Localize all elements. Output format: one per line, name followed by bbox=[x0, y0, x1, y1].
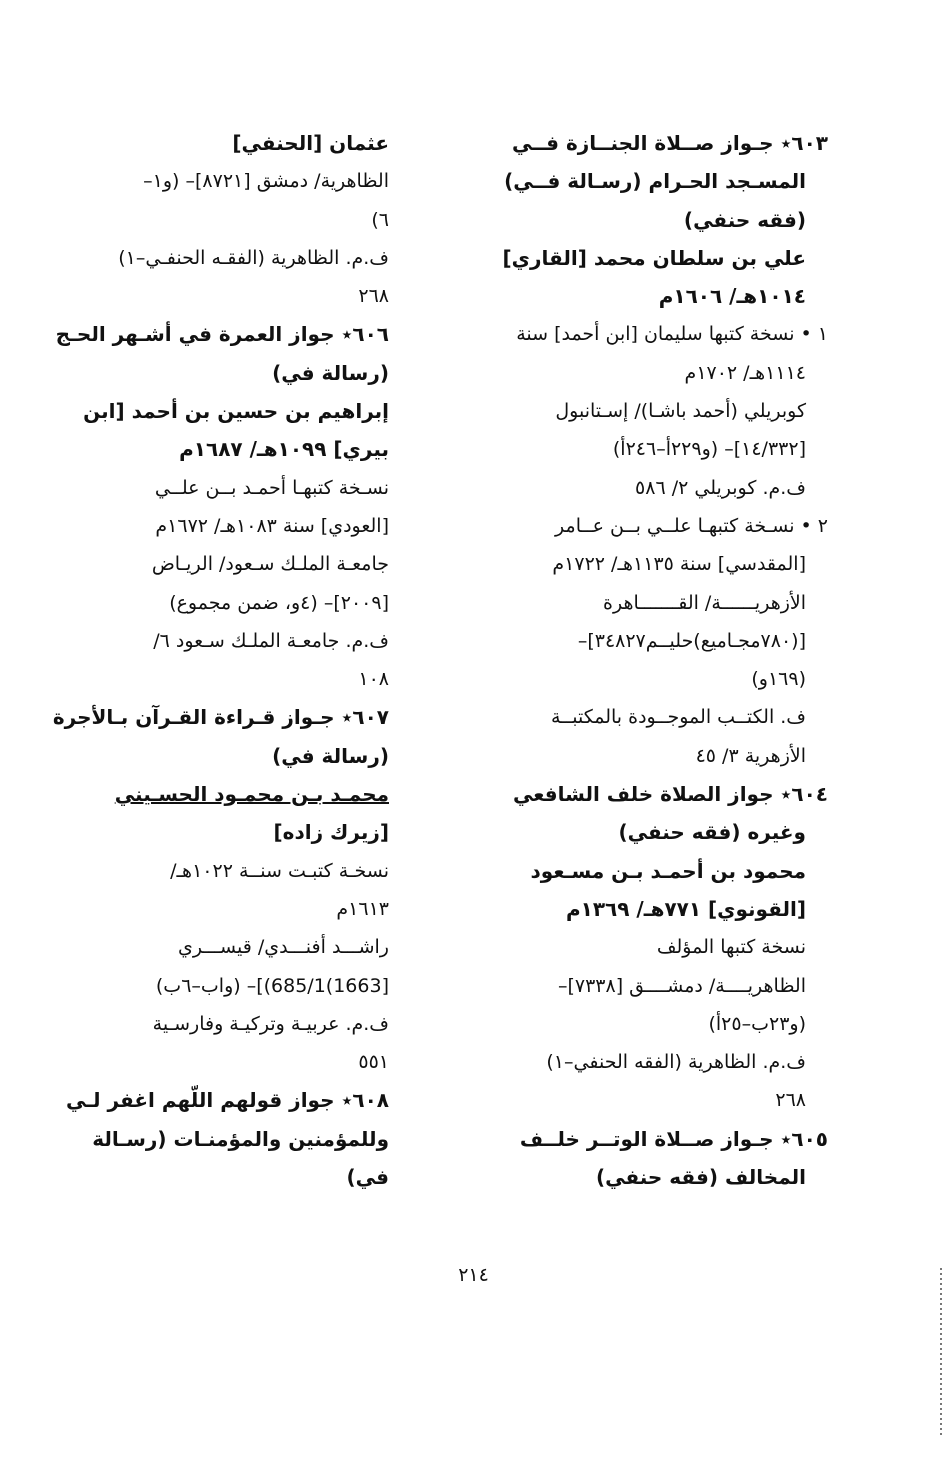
left-column-line: [1663)685/1)]– (وا‎ب–٦ب) bbox=[155, 974, 389, 997]
left-column-line: ٦٠٨٭ جواز قولهم اللّهم اغفر لـي bbox=[65, 1088, 389, 1113]
right-column-line: ف. الكتــب الموجــودة بالمكتبــة bbox=[550, 706, 806, 729]
right-column-line: ٦٠٤٭ جواز الصلاة خلف الشافعي bbox=[512, 782, 828, 807]
left-column-line: ٦٠٦٭ جواز العمرة في أشـهر الحـج bbox=[55, 322, 389, 347]
scan-edge-decoration bbox=[940, 1268, 942, 1438]
right-column-line: (و٢٣ب–٢٥أ) bbox=[708, 1012, 806, 1035]
left-column-line: (رسالة في) bbox=[272, 743, 389, 768]
left-column-line: عثمان [الحنفي] bbox=[232, 131, 389, 155]
left-column-line: إبراهيم بن حسين بن أحمد [ابن bbox=[83, 399, 389, 424]
right-column-line: (١٦٩و) bbox=[751, 668, 806, 691]
right-column-line: (فقه حنفي) bbox=[683, 207, 806, 232]
left-column-line: ٦٠٧٭ جـواز قـراءة القـرآن بـالأجرة bbox=[52, 705, 389, 730]
right-column-line: الأزهريــــــة/ القـــــــاهرة bbox=[603, 591, 806, 614]
left-column-line: بيري] ١٠٩٩هـ/ ١٦٨٧م bbox=[179, 437, 389, 462]
left-column-line: ٢٦٨ bbox=[358, 285, 389, 308]
right-column-line: ١ • نسخة كتبها سليمان [ابن أحمد] سنة bbox=[516, 323, 828, 346]
right-column-line: وغيره (فقه حنفي) bbox=[618, 820, 806, 845]
right-column-line: [القونوي] ٧٧١هـ/ ١٣٦٩م bbox=[565, 896, 806, 921]
page-number: ٢١٤ bbox=[458, 1264, 489, 1286]
left-column-line: ف.م. عربيـة وتركيـة وفارسـية bbox=[152, 1012, 389, 1035]
right-column-line: [المقدسي] سنة ١١٣٥هـ/ ١٧٢٢م bbox=[552, 553, 806, 576]
left-column-line: في) bbox=[346, 1165, 389, 1190]
left-column-line: ٦) bbox=[371, 208, 389, 231]
right-column-line: ٢ • نسـخة كتبهـا علــي بــن عــامر bbox=[555, 514, 828, 537]
right-column-line: ٦٠٥٭ جـواز صــلاة الوتــر خلــف bbox=[519, 1126, 828, 1151]
right-column-line: ١١١٤هـ/ ١٧٠٢م bbox=[684, 361, 806, 384]
left-column-line: راشـــد أفنـــدي/ قيســـري bbox=[178, 936, 389, 959]
right-column-line: كوبريلي (أحمد باشـا)/ إسـتانبول bbox=[555, 400, 806, 423]
left-column-line: جامعـة الملـك سـعود/ الريـاض bbox=[151, 553, 389, 576]
left-column-line: ف.م. الظاهرية (الفقـه الحنفـي–١) bbox=[118, 246, 389, 269]
right-column-line: ٢٦٨ bbox=[775, 1089, 806, 1112]
left-column-line: الظاهرية/ دمشق [٨٧٢١]– (و١– bbox=[143, 170, 389, 193]
left-column-line: ف.م. جامعـة الملـك سـعود ٦/ bbox=[153, 629, 389, 652]
right-column-line: علي بن سلطان محمد [القاري] bbox=[502, 245, 806, 270]
left-column-line: وللمؤمنين والمؤمنـات (رسـالة bbox=[92, 1126, 389, 1151]
right-column-line: نسخة كتبها المؤلف bbox=[656, 936, 806, 959]
left-column-line: محمـد بـن محمـود الحسـيني bbox=[114, 782, 389, 807]
left-column-line: ١٠٨ bbox=[358, 668, 389, 691]
left-column-line: نسـخة كتبهـا أحمـد بــن علــي bbox=[154, 476, 389, 499]
right-column bbox=[483, 124, 828, 1196]
right-column-line: المسـجد الحـرام (رسـالة فــي) bbox=[504, 169, 806, 194]
right-column-line: ف.م. كوبريلي ٢/ ٥٨٦ bbox=[635, 476, 806, 499]
right-column-line: ف.م. الظاهرية (الفقه الحنفي–١) bbox=[546, 1051, 806, 1074]
left-column-line: نسخـة كتبـت سنــة ١٠٢٢هـ/ bbox=[170, 859, 389, 882]
right-column-line: الأزهرية ٣/ ٤٥ bbox=[695, 744, 806, 767]
right-column-line: محمود بن أحمـد بـن مسـعود bbox=[530, 858, 806, 883]
right-column-line: [(٧٨٠مجـاميع)حليــم٣٤٨٢٧]– bbox=[577, 629, 806, 652]
left-column-line: (رسالة في) bbox=[272, 360, 389, 385]
left-column-line: [زيرك زاده] bbox=[273, 820, 389, 845]
left-column bbox=[52, 124, 389, 1196]
left-column-line: ٥٥١ bbox=[358, 1051, 389, 1074]
right-column-line: المخالف (فقه حنفي) bbox=[595, 1165, 806, 1190]
right-column-line: ٦٠٣٭ جـواز صــلاة الجنــازة فــي bbox=[512, 131, 828, 155]
left-column-line: [٢٠٠٩]– (٤و، ضمن مجموع) bbox=[169, 591, 389, 614]
right-column-line: [١٤/٣٣٢]– (و٢٢٩أ–٢٤٦أ) bbox=[612, 438, 806, 461]
right-column-line: الظاهريــــة/ دمشــــق [٧٣٣٨]– bbox=[557, 974, 806, 997]
right-column-line: ١٠١٤هـ/ ١٦٠٦م bbox=[658, 284, 806, 309]
left-column-line: ١٦١٣م bbox=[336, 897, 389, 920]
left-column-line: [العودي] سنة ١٠٨٣هـ/ ١٦٧٢م bbox=[155, 514, 389, 537]
